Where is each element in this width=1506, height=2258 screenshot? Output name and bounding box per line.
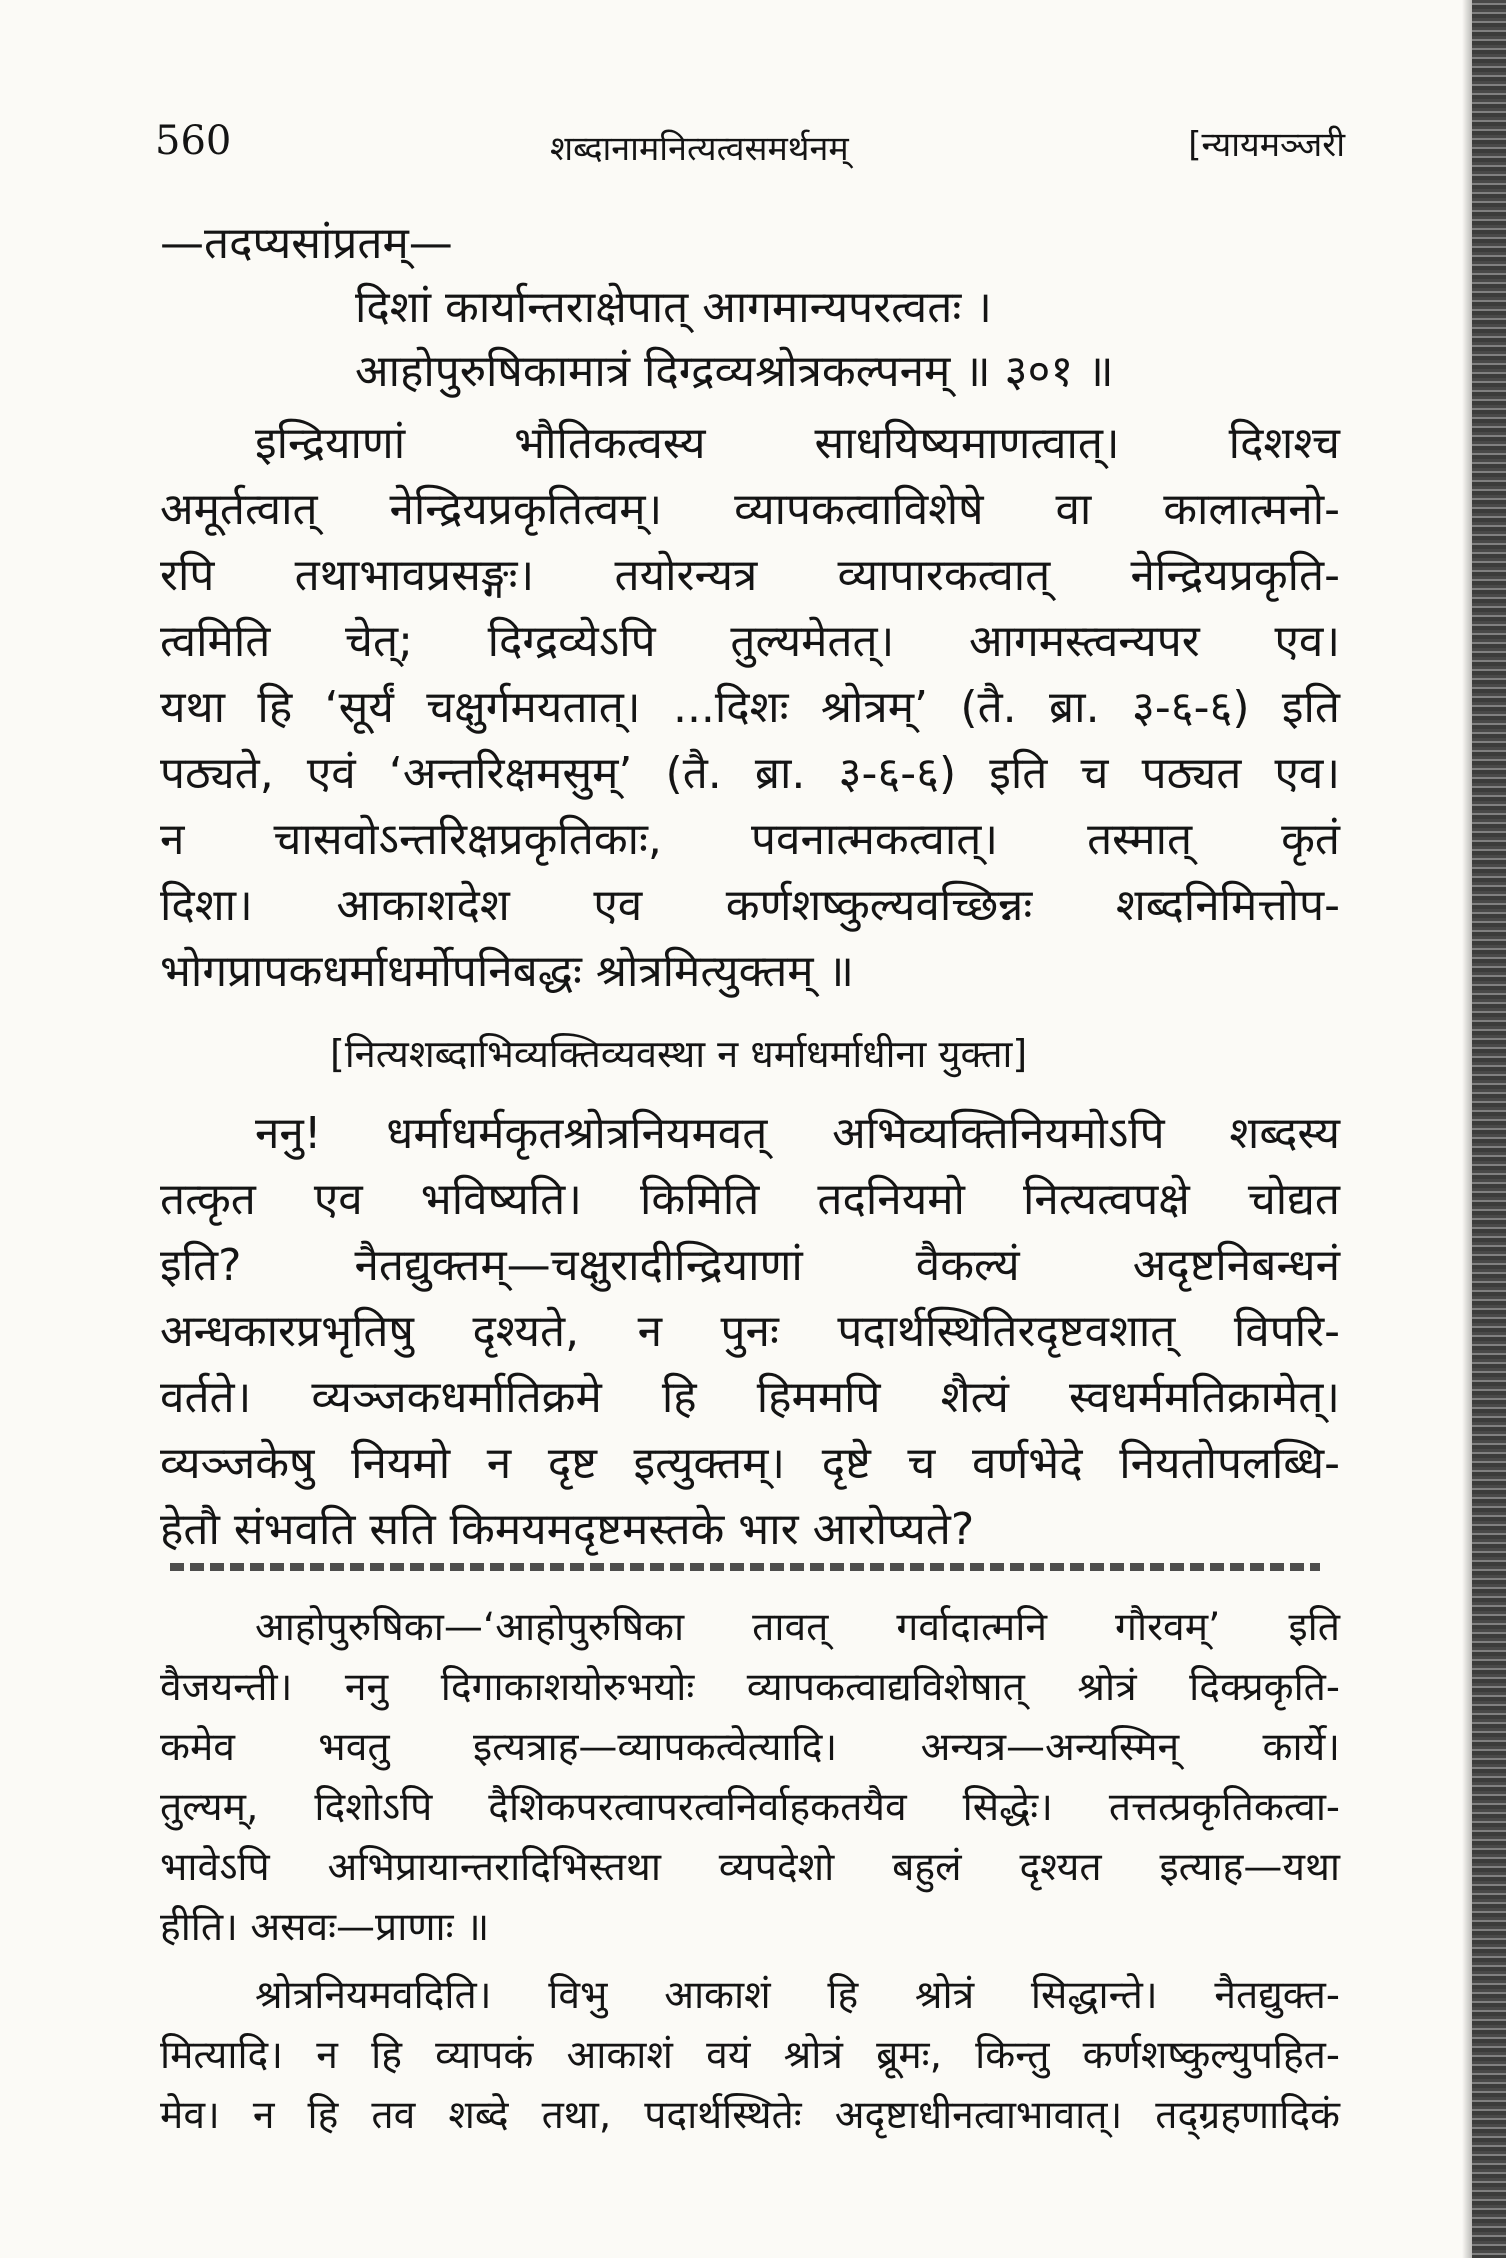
paragraph-line: ननु! धर्माधर्मकृतश्रोत्रनियमवत् अभिव्यक्तिनियमोऽपि शब्दस्य [255,1108,1340,1159]
paragraph-line: न चासवोऽन्तरिक्षप्रकृतिकाः, पवनात्मकत्वात्। तस्मात् कृतं [160,814,1340,865]
paragraph-line: दिशा। आकाशदेश एव कर्णशष्कुल्यवच्छिन्नः शब्दनिमित्तोप- [160,880,1340,931]
page-edge-binding [1472,0,1506,2258]
paragraph-line: इति? नैतद्युक्तम्—चक्षुरादीन्द्रियाणां वैकल्यं अदृष्टनिबन्धनं [160,1240,1340,1291]
section-heading: [नित्यशब्दाभिव्यक्तिव्यवस्था न धर्माधर्माधीना युक्ता] [330,1032,1028,1076]
running-title: शब्दानामनित्यत्वसमर्थनम् [550,129,849,169]
commentary-line: मित्यादि। न हि व्यापकं आकाशं वयं श्रोत्रं ब्रूमः, किन्तु कर्णशष्कुल्युपहित- [160,2033,1340,2078]
verse-line: आहोपुरुषिकामात्रं दिग्द्रव्यश्रोत्रकल्पनम् ॥ ३०१ ॥ [355,346,1114,397]
page-gutter-shadow [1462,0,1472,2258]
paragraph-line: तत्कृत एव भविष्यति। किमिति तदनियमो नित्यत्वपक्षे चोद्यत [160,1174,1340,1225]
page-header [155,118,1345,178]
footnote-separator [170,1563,1320,1571]
commentary-line: तुल्यम्, दिशोऽपि दैशिकपरत्वापरत्वनिर्वाहकतयैव सिद्धेः। तत्तत्प्रकृतिकत्वा- [160,1785,1340,1830]
commentary-line: कमेव भवतु इत्यत्राह—व्यापकत्वेत्यादि। अन्यत्र—अन्यस्मिन् कार्ये। [160,1725,1340,1770]
verse-line: दिशां कार्यान्तराक्षेपात् आगमान्यपरत्वतः । [355,282,992,333]
paragraph-line: त्वमिति चेत्; दिग्द्रव्येऽपि तुल्यमेतत्। आगमस्त्वन्यपर एव। [160,616,1340,667]
paragraph-line: अमूर्तत्वात् नेन्द्रियप्रकृतित्वम्। व्यापकत्वाविशेषे वा कालात्मनो- [160,484,1340,535]
paragraph-line: भोगप्रापकधर्माधर्मोपनिबद्धः श्रोत्रमित्युक्तम् ॥ [160,946,854,997]
paragraph-line: इन्द्रियाणां भौतिकत्वस्य साधयिष्यमाणत्वात्। दिशश्च [255,418,1340,469]
intro-line: —तदप्यसांप्रतम्— [160,218,453,269]
page-number: 560 [155,118,232,164]
book-title: [न्यायमञ्जरी [1188,125,1345,165]
commentary-line: आहोपुरुषिका—‘आहोपुरुषिका तावत् गर्वादात्मनि गौरवम्’ इति [255,1605,1340,1650]
commentary-line: हीति। असवः—प्राणाः ॥ [160,1905,490,1950]
paragraph-line: वर्तते। व्यञ्जकधर्मातिक्रमे हि हिममपि शैत्यं स्वधर्ममतिक्रामेत्। [160,1372,1340,1423]
commentary-line: भावेऽपि अभिप्रायान्तरादिभिस्तथा व्यपदेशो बहुलं दृश्यत इत्याह—यथा [160,1845,1340,1890]
commentary-line: श्रोत्रनियमवदिति। विभु आकाशं हि श्रोत्रं सिद्धान्ते। नैतद्युक्त- [255,1973,1340,2018]
paragraph-line: पठ्यते, एवं ‘अन्तरिक्षमसुम्’ (तै. ब्रा. ३-६-६) इति च पठ्यत एव। [160,748,1340,799]
paragraph-line: व्यञ्जकेषु नियमो न दृष्ट इत्युक्तम्। दृष्टे च वर्णभेदे नियतोपलब्धि- [160,1438,1340,1489]
paragraph-line: अन्धकारप्रभृतिषु दृश्यते, न पुनः पदार्थस्थितिरदृष्टवशात् विपरि- [160,1306,1340,1357]
commentary-line: वैजयन्ती। ननु दिगाकाशयोरुभयोः व्यापकत्वाद्यविशेषात् श्रोत्रं दिक्प्रकृति- [160,1665,1340,1710]
paragraph-line: रपि तथाभावप्रसङ्गः। तयोरन्यत्र व्यापारकत्वात् नेन्द्रियप्रकृति- [160,550,1340,601]
paragraph-line: हेतौ संभवति सति किमयमदृष्टमस्तके भार आरोप्यते? [160,1504,975,1555]
commentary-line: मेव। न हि तव शब्दे तथा, पदार्थस्थितेः अदृष्टाधीनत्वाभावात्। तद्ग्रहणादिकं [160,2093,1340,2138]
paragraph-line: यथा हि ‘सूर्यं चक्षुर्गमयतात्। ...दिशः श्रोत्रम्’ (तै. ब्रा. ३-६-६) इति [160,682,1340,733]
